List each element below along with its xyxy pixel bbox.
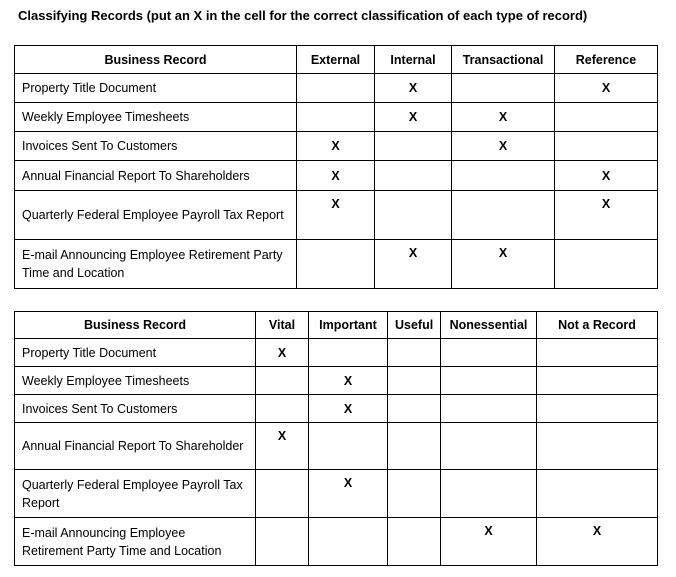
mark-cell[interactable] bbox=[309, 339, 388, 367]
mark-cell[interactable] bbox=[452, 161, 555, 191]
mark-cell[interactable]: X bbox=[375, 103, 452, 132]
record-label: Property Title Document bbox=[15, 339, 256, 367]
mark-cell[interactable] bbox=[256, 470, 309, 518]
mark-cell[interactable]: X bbox=[452, 240, 555, 289]
mark-cell[interactable] bbox=[375, 191, 452, 240]
mark-cell[interactable] bbox=[309, 423, 388, 470]
table-row bbox=[15, 395, 658, 423]
column-header: Business Record bbox=[15, 46, 297, 74]
table-row bbox=[15, 339, 658, 367]
mark-cell[interactable] bbox=[388, 367, 441, 395]
mark-cell[interactable]: X bbox=[309, 395, 388, 423]
mark-cell[interactable]: X bbox=[375, 240, 452, 289]
mark-cell[interactable]: X bbox=[555, 191, 658, 240]
mark-cell[interactable] bbox=[452, 74, 555, 103]
table-row bbox=[15, 518, 658, 566]
mark-cell[interactable]: X bbox=[452, 103, 555, 132]
mark-cell[interactable] bbox=[388, 423, 441, 470]
mark-cell[interactable] bbox=[555, 103, 658, 132]
column-header: Transactional bbox=[452, 46, 555, 74]
mark-cell[interactable] bbox=[441, 395, 537, 423]
column-header: Vital bbox=[256, 312, 309, 339]
record-label: Invoices Sent To Customers bbox=[15, 395, 256, 423]
classification-table-type bbox=[14, 45, 658, 289]
mark-cell[interactable] bbox=[452, 191, 555, 240]
mark-cell[interactable]: X bbox=[555, 161, 658, 191]
classification-table-value bbox=[14, 311, 658, 566]
mark-cell[interactable] bbox=[537, 470, 658, 518]
mark-cell[interactable]: X bbox=[441, 518, 537, 566]
mark-cell[interactable]: X bbox=[297, 132, 375, 161]
record-label: Invoices Sent To Customers bbox=[15, 132, 297, 161]
mark-cell[interactable] bbox=[388, 339, 441, 367]
table-row bbox=[15, 161, 658, 191]
mark-cell[interactable] bbox=[537, 339, 658, 367]
column-header: Business Record bbox=[15, 312, 256, 339]
column-header: Nonessential bbox=[441, 312, 537, 339]
record-label: Annual Financial Report To Shareholder bbox=[15, 423, 256, 470]
mark-cell[interactable] bbox=[256, 367, 309, 395]
mark-cell[interactable] bbox=[441, 470, 537, 518]
record-label: Annual Financial Report To Shareholders bbox=[15, 161, 297, 191]
table-row bbox=[15, 240, 658, 289]
page-title: Classifying Records (put an X in the cell for the correct classification of each type of record) bbox=[18, 8, 588, 23]
mark-cell[interactable] bbox=[256, 518, 309, 566]
record-label: Property Title Document bbox=[15, 74, 297, 103]
mark-cell[interactable] bbox=[375, 161, 452, 191]
record-label: E-mail Announcing Employee Retirement Party Time and Location bbox=[15, 240, 297, 289]
mark-cell[interactable]: X bbox=[537, 518, 658, 566]
mark-cell[interactable] bbox=[555, 132, 658, 161]
mark-cell[interactable]: X bbox=[309, 367, 388, 395]
mark-cell[interactable]: X bbox=[309, 470, 388, 518]
mark-cell[interactable]: X bbox=[256, 423, 309, 470]
mark-cell[interactable] bbox=[537, 423, 658, 470]
mark-cell[interactable] bbox=[297, 240, 375, 289]
mark-cell[interactable] bbox=[256, 395, 309, 423]
table-row bbox=[15, 423, 658, 470]
mark-cell[interactable] bbox=[388, 470, 441, 518]
table-row bbox=[15, 191, 658, 240]
mark-cell[interactable] bbox=[375, 132, 452, 161]
mark-cell[interactable] bbox=[555, 240, 658, 289]
table-row bbox=[15, 132, 658, 161]
record-label: Weekly Employee Timesheets bbox=[15, 103, 297, 132]
column-header: Useful bbox=[388, 312, 441, 339]
mark-cell[interactable]: X bbox=[297, 191, 375, 240]
mark-cell[interactable]: X bbox=[555, 74, 658, 103]
mark-cell[interactable] bbox=[441, 339, 537, 367]
mark-cell[interactable] bbox=[537, 367, 658, 395]
mark-cell[interactable] bbox=[388, 395, 441, 423]
record-label: Weekly Employee Timesheets bbox=[15, 367, 256, 395]
column-header: Important bbox=[309, 312, 388, 339]
mark-cell[interactable]: X bbox=[375, 74, 452, 103]
column-header: Not a Record bbox=[537, 312, 658, 339]
mark-cell[interactable] bbox=[297, 103, 375, 132]
mark-cell[interactable]: X bbox=[297, 161, 375, 191]
mark-cell[interactable] bbox=[309, 518, 388, 566]
table-row bbox=[15, 103, 658, 132]
column-header: Internal bbox=[375, 46, 452, 74]
mark-cell[interactable]: X bbox=[256, 339, 309, 367]
table-row bbox=[15, 470, 658, 518]
column-header: Reference bbox=[555, 46, 658, 74]
header-row bbox=[15, 46, 658, 74]
mark-cell[interactable] bbox=[297, 74, 375, 103]
record-label: Quarterly Federal Employee Payroll Tax Report bbox=[15, 191, 297, 240]
mark-cell[interactable] bbox=[441, 367, 537, 395]
header-row bbox=[15, 312, 658, 339]
mark-cell[interactable]: X bbox=[452, 132, 555, 161]
record-label: E-mail Announcing Employee Retirement Party Time and Location bbox=[15, 518, 256, 566]
mark-cell[interactable] bbox=[388, 518, 441, 566]
mark-cell[interactable] bbox=[537, 395, 658, 423]
table-row bbox=[15, 367, 658, 395]
column-header: External bbox=[297, 46, 375, 74]
mark-cell[interactable] bbox=[441, 423, 537, 470]
table-row bbox=[15, 74, 658, 103]
record-label: Quarterly Federal Employee Payroll Tax Report bbox=[15, 470, 256, 518]
